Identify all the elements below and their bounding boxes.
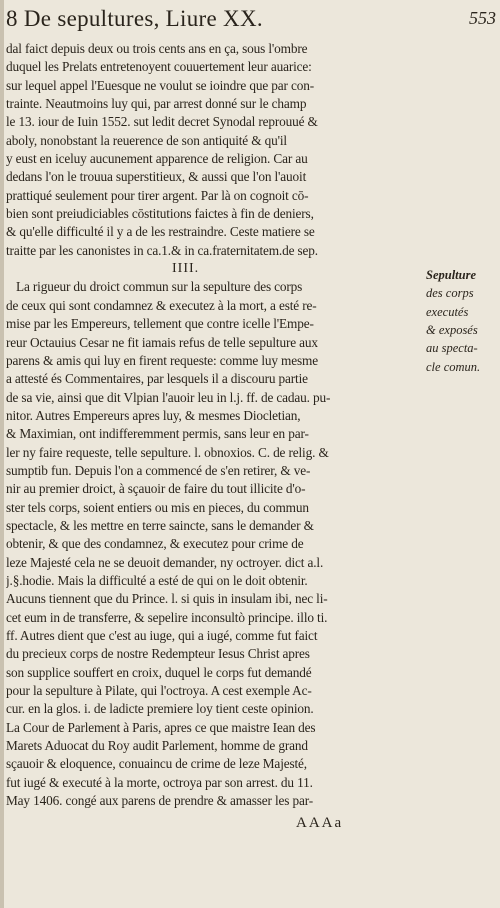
text-line: spectacle, & les mettre en terre saincte, sans le demander &: [6, 517, 314, 533]
text-line: sumptib fun. Depuis l'on a commencé de s'en retirer, & ve-: [6, 462, 311, 478]
text-line: cur. en la glos. i. de ladicte premiere loy tient ceste opinion.: [6, 701, 314, 717]
text-line: pour la sepulture à Pilate, qui l'octroya. A cest exemple Ac-: [6, 683, 312, 699]
text-line: leze Majesté cela ne se deuoit demander, ny octroyer. dict a.l.: [6, 554, 324, 570]
text-line: a attesté és Commentaires, par lesquels il a discouru partie: [6, 371, 308, 387]
text-line: son supplice souffert en croix, duquel le corps fut demandé: [6, 664, 312, 680]
text-line: dedans l'on le trouua superstitieux, & aussi que l'on l'auoit: [6, 169, 307, 185]
text-line: de ceux qui sont condamnez & executez à la mort, a esté re-: [6, 297, 317, 313]
text-line: le 13. iour de Iuin 1552. sut ledit decret Synodal reprouué &: [6, 114, 318, 130]
text-line: May 1406. congé aux parens de prendre & amasser les par-: [6, 793, 314, 809]
text-line: reur Octauius Cesar ne fit iamais refus de telle sepulture aux: [6, 334, 318, 350]
text-line: sur lequel appel l'Euesque ne voulut se ioindre que par con-: [6, 77, 314, 93]
text-line: prattiqué seulement pour tirer argent. Par là on cognoit cō-: [6, 187, 309, 203]
text-line: nir au premier droict, à sçauoir de faire du tout illicite d'o-: [6, 481, 306, 497]
text-line: sçauoir & eloquence, conuaincu de crime de leze Majesté,: [6, 756, 307, 772]
page-number: 553: [469, 8, 496, 28]
main-text: [6, 40, 426, 810]
text-line: duquel les Prelats entretenoyent couuertement leur auarice:: [6, 59, 312, 75]
text-line: & Maximian, ont indifferemment permis, sans leur en par-: [6, 426, 309, 442]
text-line: trainte. Neautmoins luy qui, par arrest donné sur le champ: [6, 96, 307, 112]
marginal-note-line: cle comun.: [426, 359, 481, 374]
printer-signature-mark: AAAa: [296, 815, 344, 831]
marginal-note-line: & exposés: [426, 323, 478, 338]
text-line: y eust en iceluy aucunement apparence de religion. Car au: [6, 151, 308, 167]
text-line: La rigueur du droict commun sur la sepulture des corps: [16, 279, 303, 295]
text-line: nitor. Autres Empereurs apres luy, & mesmes Diocletian,: [6, 407, 301, 423]
text-line: cet eum in de transferre, & sepelire inconsultò principe. illo ti.: [6, 609, 328, 625]
text-line: & qu'elle difficulté il y a de les restraindre. Ceste matiere se: [6, 224, 315, 240]
text-line: parens & amis qui luy en firent requeste: comme luy mesme: [6, 352, 318, 368]
text-line: bien sont preiudiciables cōstitutions faictes à fin de deniers,: [6, 206, 314, 222]
page-edge-shadow: [0, 0, 4, 908]
text-line: j.§.hodie. Mais la difficulté a esté de qui on le doit obtenir.: [6, 572, 308, 588]
text-line: de sa vie, ainsi que dit Vlpian l'auoir leu in l.j. ff. de cadau. pu-: [6, 389, 331, 405]
marginal-note: [426, 266, 500, 376]
running-title: 8 De sepultures, Liure XX.: [6, 6, 263, 31]
text-line: du precieux corps de nostre Redempteur Iesus Christ apres: [6, 646, 310, 662]
marginal-note-line: executés: [426, 304, 469, 319]
text-line: Marets Aduocat du Roy audit Parlement, homme de grand: [6, 738, 308, 754]
text-line: obtenir, & que des condamnez, & executez pour crime de: [6, 536, 304, 552]
text-line: dal faict depuis deux ou trois cents ans en ça, sous l'ombre: [6, 41, 308, 56]
text-line: Aucuns tiennent que du Prince. l. si quis in insulam ibi, nec li-: [6, 591, 328, 607]
section-heading: IIII.: [172, 261, 200, 277]
marginal-note-line: des corps: [426, 286, 474, 301]
marginal-note-line: au specta-: [426, 341, 478, 356]
page-header: [0, 2, 500, 36]
text-line: mise par les Empereurs, tellement que contre icelle l'Empe-: [6, 316, 314, 332]
marginal-note-line: Sepulture: [426, 268, 477, 282]
text-line: traitte par les canonistes in ca.1.& in ca.fraternitatem.de sep.: [6, 242, 318, 258]
text-line: aboly, nonobstant la reuerence de son antiquité & qu'il: [6, 132, 287, 148]
text-line: ler ny faire requeste, telle sepulture. l. obnoxios. C. de relig. &: [6, 444, 329, 460]
text-line: La Cour de Parlement à Paris, apres ce que maistre Iean des: [6, 719, 316, 735]
text-line: ster tels corps, soient entiers ou mis en pieces, du commun: [6, 499, 309, 515]
text-line: ff. Autres dient que c'est au iuge, qui a iugé, comme fut faict: [6, 628, 318, 643]
text-line: fut iugé & executé à la morte, octroya par son arrest. du 11.: [6, 774, 313, 790]
